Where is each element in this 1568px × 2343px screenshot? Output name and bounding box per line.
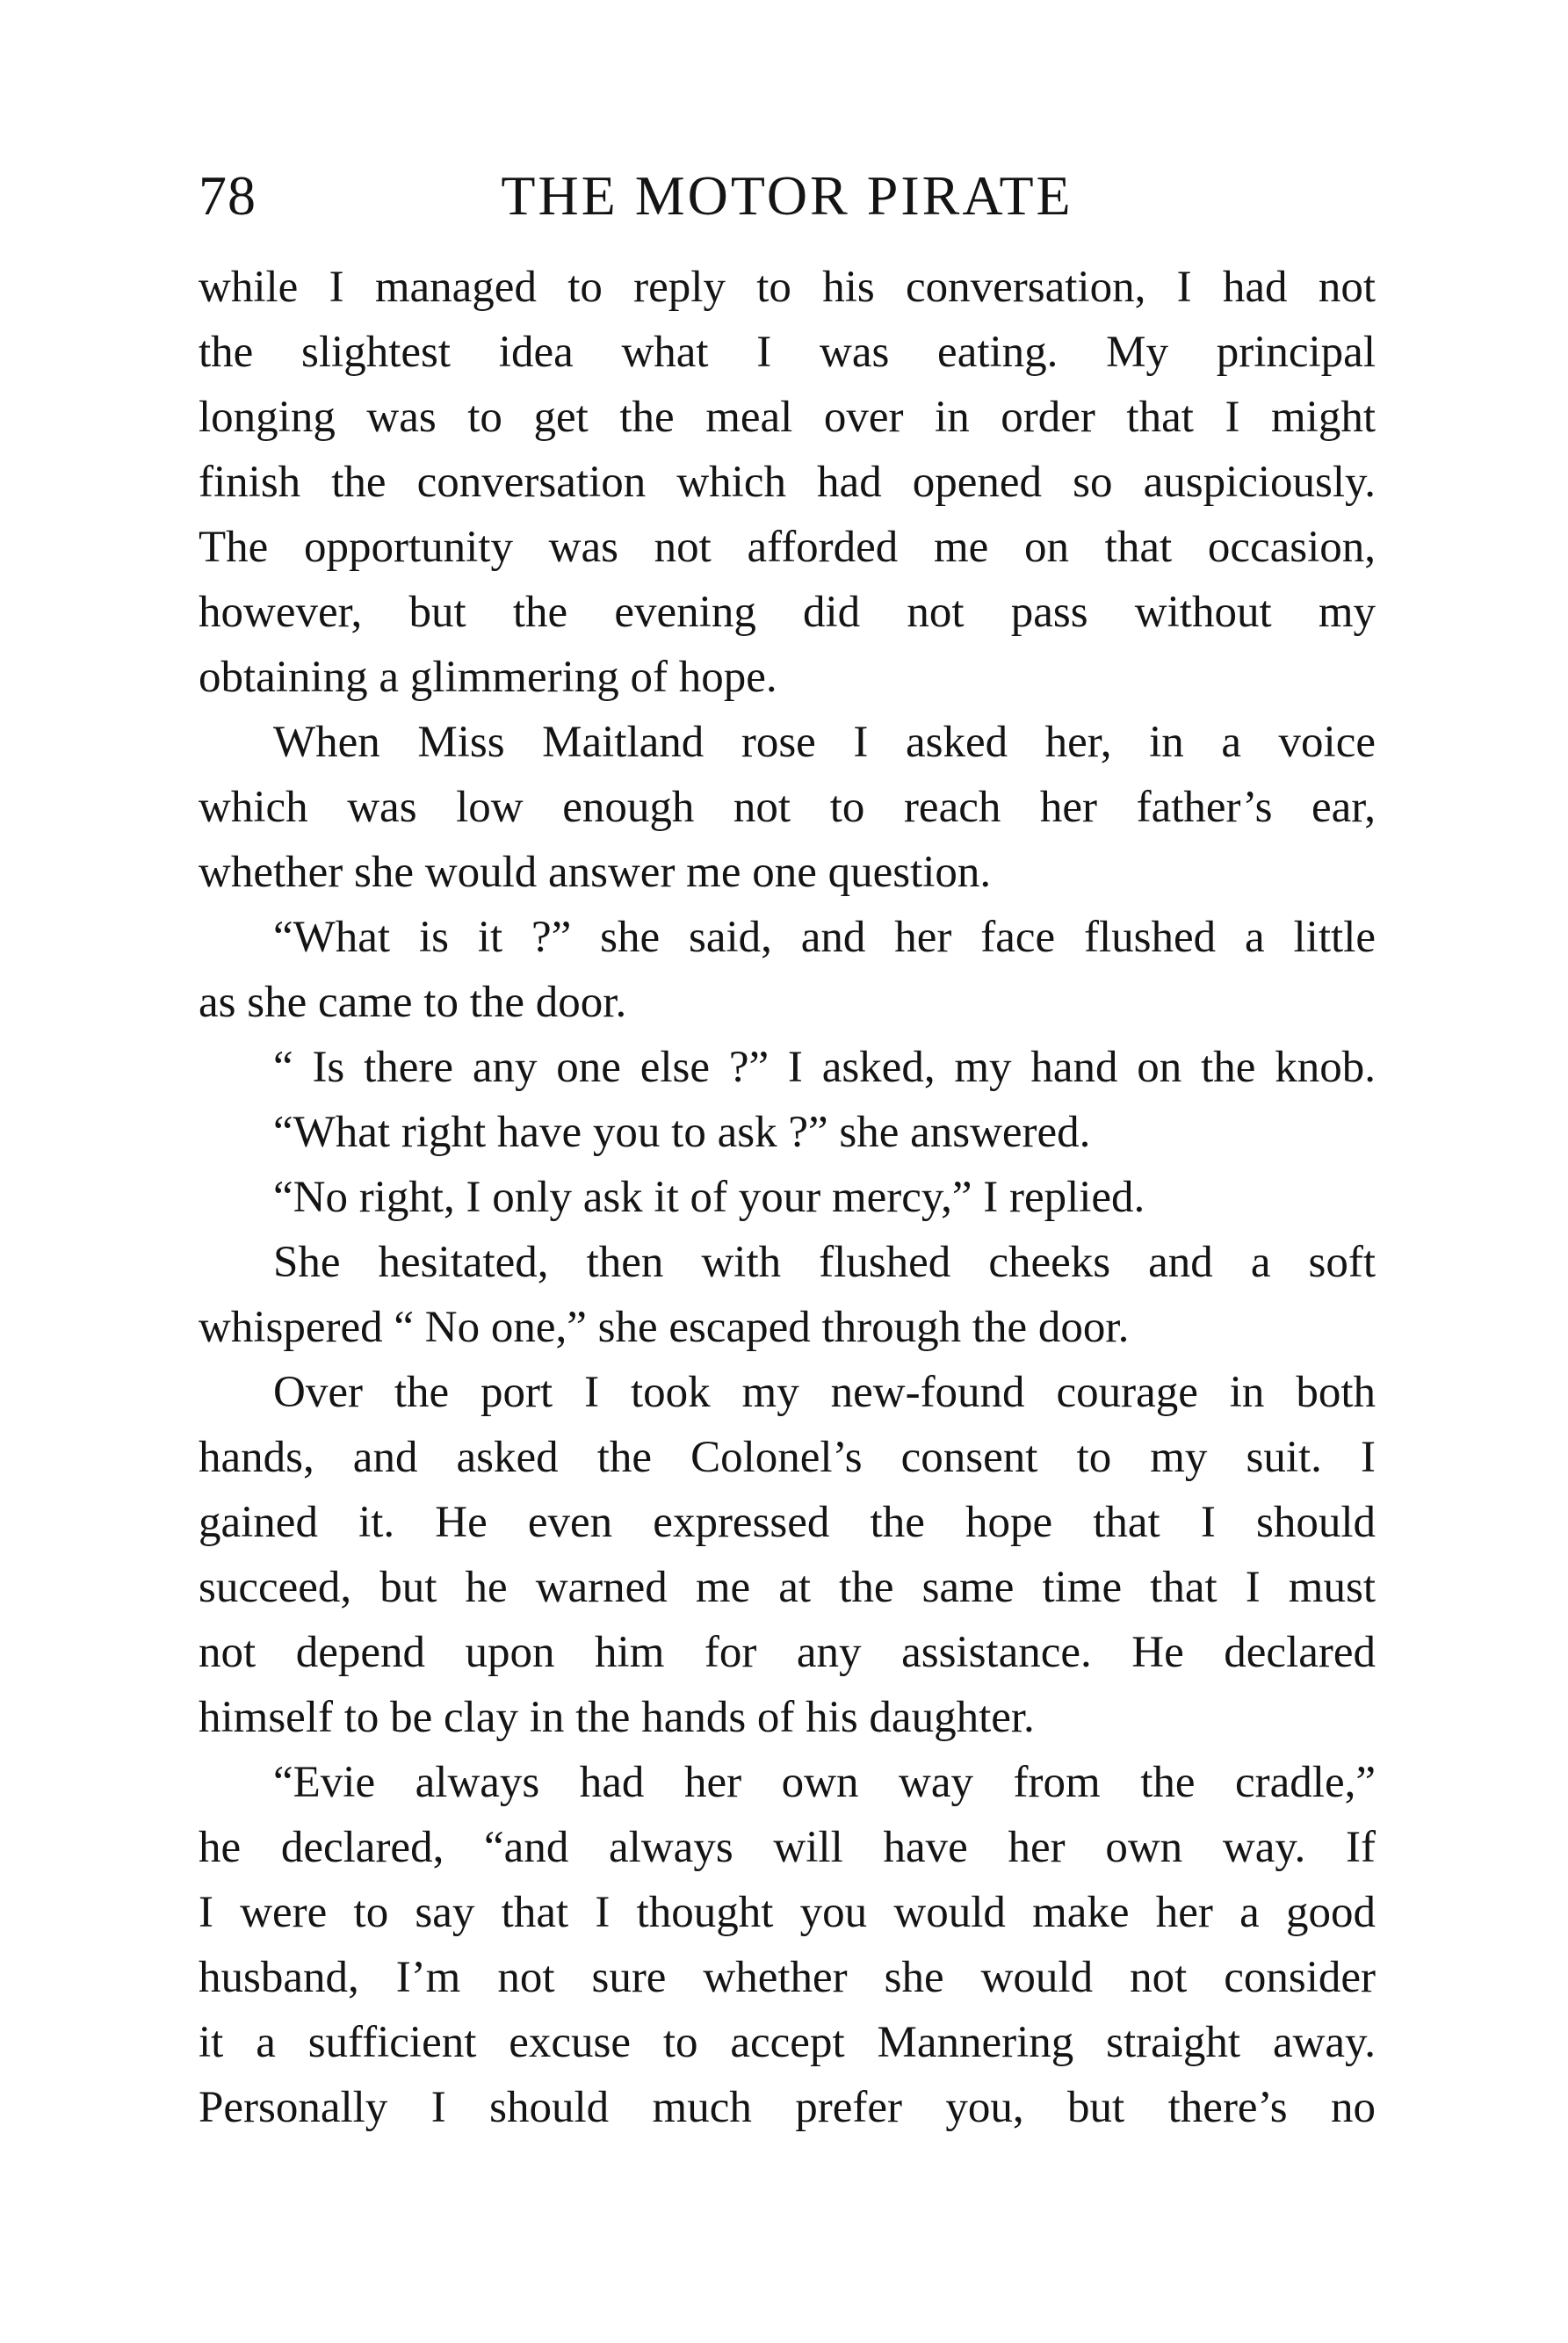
text-line: She hesitated, then with flushed cheeks and a soft [273, 1238, 1376, 1287]
text-line: obtaining a glimmering of hope. [199, 653, 777, 702]
text-line: however, but the evening did not pass without my [199, 588, 1376, 637]
body-text [199, 255, 1376, 2140]
running-title: THE MOTOR PIRATE [501, 164, 1073, 227]
text-line: succeed, but he warned me at the same time that I must [199, 1563, 1376, 1612]
text-line: Over the port I took my new-found courage in both [273, 1368, 1376, 1417]
text-line: it a sufficient excuse to accept Mannering straight away. [199, 2018, 1376, 2067]
text-line: hands, and asked the Colonel’s consent to my suit. I [199, 1433, 1376, 1482]
text-line: “What right have you to ask ?” she answered. [273, 1108, 1091, 1157]
text-line: The opportunity was not afforded me on that occasion, [199, 523, 1376, 572]
text-line: as she came to the door. [199, 978, 627, 1027]
text-line: “ Is there any one else ?” I asked, my hand on the knob. [273, 1043, 1376, 1092]
text-line: longing was to get the meal over in order that I might [199, 393, 1376, 442]
text-line: whether she would answer me one question. [199, 848, 992, 897]
text-line: himself to be clay in the hands of his daughter. [199, 1693, 1035, 1742]
text-line: I were to say that I thought you would make her a good [199, 1888, 1376, 1937]
text-line: Personally I should much prefer you, but there’s no [199, 2083, 1376, 2132]
page-number: 78 [199, 164, 257, 227]
text-line: he declared, “and always will have her own way. If [199, 1823, 1376, 1872]
text-line: whispered “ No one,” she escaped through the door. [199, 1303, 1130, 1352]
text-line: “Evie always had her own way from the cradle,” [273, 1758, 1376, 1807]
text-line: husband, I’m not sure whether she would not consider [199, 1953, 1376, 2002]
page-header [199, 156, 1376, 235]
text-line: gained it. He even expressed the hope that I should [199, 1498, 1376, 1547]
text-line: while I managed to reply to his conversation, I had not [199, 263, 1376, 312]
text-line: which was low enough not to reach her father’s ear, [199, 783, 1376, 832]
text-line: When Miss Maitland rose I asked her, in a voice [273, 718, 1376, 767]
text-line: the slightest idea what I was eating. My principal [199, 328, 1376, 377]
text-line: “What is it ?” she said, and her face flushed a little [273, 913, 1376, 962]
text-line: finish the conversation which had opened so auspiciously. [199, 458, 1376, 507]
text-line: not depend upon him for any assistance. He declared [199, 1628, 1376, 1677]
text-line: “No right, I only ask it of your mercy,” I replied. [273, 1173, 1145, 1222]
